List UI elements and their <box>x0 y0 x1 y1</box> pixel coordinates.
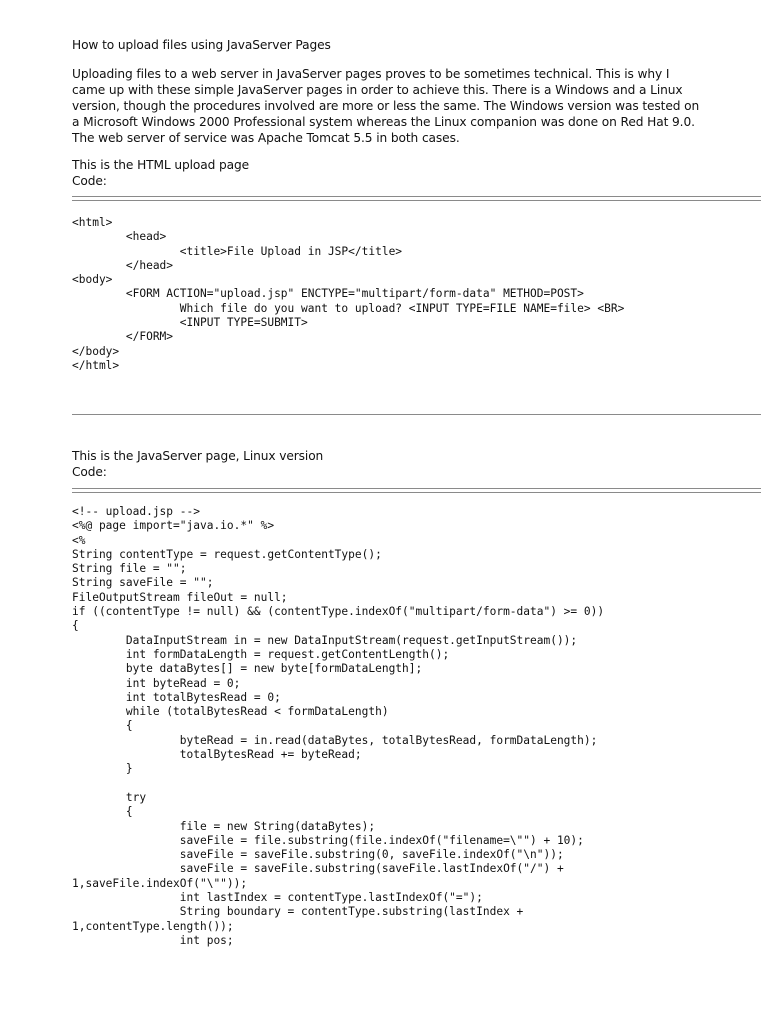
code-block-bottom-divider <box>72 414 761 415</box>
html-code-label: Code: <box>72 174 107 188</box>
jsp-section-heading-block <box>72 448 323 480</box>
jsp-code-label: Code: <box>72 465 107 479</box>
document-title: How to upload files using JavaServer Pages <box>72 38 331 52</box>
intro-line: The web server of service was Apache Tomcat 5.5 in both cases. <box>72 131 460 145</box>
intro-paragraph <box>72 66 762 146</box>
html-code-block: <html> <head> <title>File Upload in JSP</title> </head> <body> <FORM ACTION="upload.jsp" ENCTYPE="multipart/form-data" METHOD=POST> Which file do you want to upload? <INPUT TYPE=FILE NAME=file> <BR> <INPUT TYPE=SUBMIT> </FORM> </body> </html> <box>72 216 625 372</box>
intro-line: version, though the procedures involved are more or less the same. The Windows version was tested on <box>72 99 700 113</box>
code-block-top-divider <box>72 196 761 201</box>
intro-line: Uploading files to a web server in JavaServer pages proves to be sometimes technical. This is why I <box>72 67 670 81</box>
intro-line: a Microsoft Windows 2000 Professional system whereas the Linux companion was done on Red Hat 9.0. <box>72 115 695 129</box>
jsp-section-heading: This is the JavaServer page, Linux version <box>72 449 324 463</box>
html-section-heading: This is the HTML upload page <box>72 158 250 172</box>
code-block-top-divider <box>72 488 761 493</box>
intro-line: came up with these simple JavaServer pages in order to achieve this. There is a Windows and a Linux <box>72 83 683 97</box>
jsp-code-block: <!-- upload.jsp --> <%@ page import="java.io.*" %> <% String contentType = request.getContentType(); String file = ""; String saveFile = ""; FileOutputStream fileOut = null; if ((contentType != null) && (contentType.indexOf("multipart/form-data") >= 0)) { DataInputStream in = new DataInputStream(request.getInputStream()); int formDataLength = request.getContentLength(); byte dataBytes[] = new byte[formDataLength]; int byteRead = 0; int totalBytesRead = 0; while (totalBytesRead < formDataLength) { byteRead = in.read(dataBytes, totalBytesRead, formDataLength); totalBytesRead += byteRead; } try { file = new String(dataBytes); saveFile = file.substring(file.indexOf("filename=\"") + 10); saveFile = saveFile.substring(0, saveFile.indexOf("\n")); saveFile = saveFile.substring(saveFile.lastIndexOf("/") + 1,saveFile.indexOf("\"")); int lastIndex = contentType.lastIndexOf("="); String boundary = contentType.substring(lastIndex + 1,contentType.length()); int pos; <box>72 505 605 947</box>
html-section-heading-block <box>72 157 249 189</box>
